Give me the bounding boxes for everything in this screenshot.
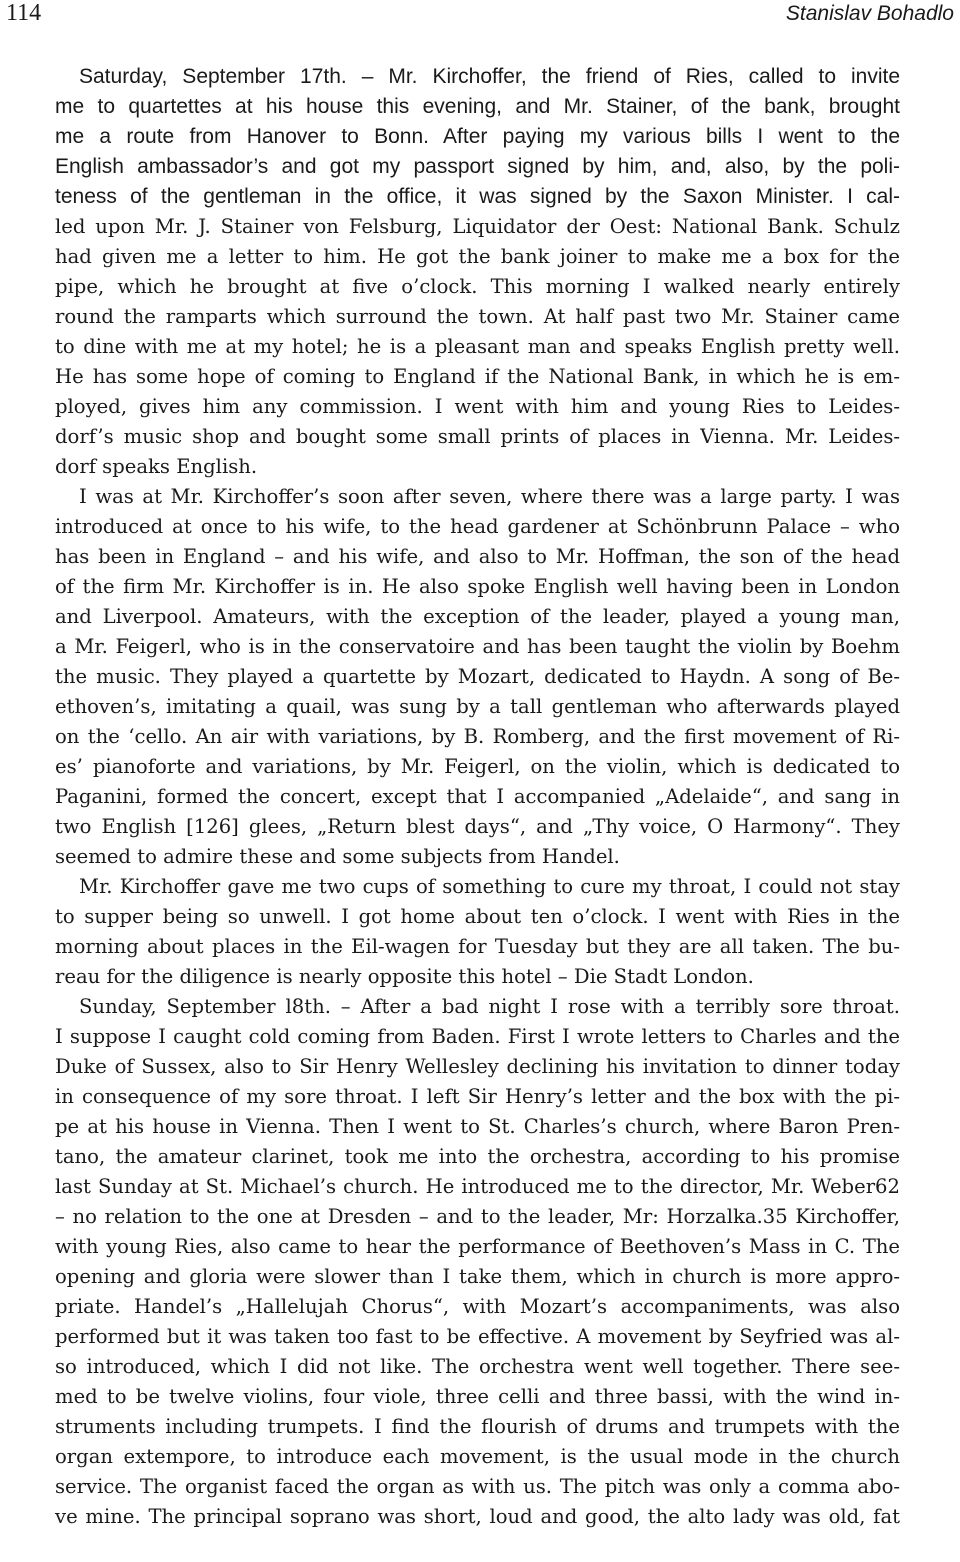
- text-line: performed but it was taken too fast to be effective. A movement by Seyfried was al-: [55, 1325, 900, 1348]
- text-line: Sunday, September l8th. – After a bad night I rose with a terribly sore throat.: [79, 995, 900, 1018]
- page-header: [0, 0, 960, 30]
- text-line: organ extempore, to introduce each movement, is the usual mode in the church: [55, 1445, 900, 1468]
- text-line: opening and gloria were slower than I take them, which in church is more appro-: [55, 1265, 900, 1288]
- text-line: me to quartettes at his house this evening, and Mr. Stainer, of the bank, brought: [55, 95, 900, 118]
- text-line: ployed, gives him any commission. I went with him and young Ries to Leides-: [55, 395, 900, 418]
- page-number: 114: [6, 0, 42, 26]
- text-line: English ambassador’s and got my passport signed by him, and, also, by the poli-: [55, 155, 900, 178]
- text-line: priate. Handel’s „Hallelujah Chorus“, with Mozart’s accompaniments, was also: [55, 1295, 900, 1318]
- text-line: es’ pianoforte and variations, by Mr. Feigerl, on the violin, which is dedicated to: [55, 755, 900, 778]
- running-head: Stanislav Bohadlo: [785, 2, 954, 25]
- text-line: Paganini, formed the concert, except that I accompanied „Adelaide“, and sang in: [55, 785, 900, 808]
- text-line: Mr. Kirchoffer gave me two cups of something to cure my throat, I could not stay: [79, 875, 900, 898]
- text-line: on the ‘cello. An air with variations, by B. Romberg, and the first movement of Ri-: [55, 725, 900, 748]
- text-line: Duke of Sussex, also to Sir Henry Wellesley declining his invitation to dinner today: [55, 1055, 900, 1078]
- text-line: dorf speaks English.: [55, 455, 258, 478]
- text-line: reau for the diligence is nearly opposite this hotel – Die Stadt London.: [55, 965, 754, 988]
- text-line: [55, 1532, 900, 1562]
- text-line: seemed to admire these and some subjects from Handel.: [55, 845, 620, 868]
- text-line: He has some hope of coming to England if the National Bank, in which he is em-: [55, 365, 900, 388]
- text-line: I suppose I caught cold coming from Baden. First I wrote letters to Charles and the: [55, 1025, 900, 1048]
- body-text: [55, 62, 900, 1562]
- text-line: and Liverpool. Amateurs, with the exception of the leader, played a young man,: [55, 605, 900, 628]
- text-line: med to be twelve violins, four viole, three celli and three bassi, with the wind in-: [55, 1385, 900, 1408]
- text-line: two English [126] glees, „Return blest days“, and „Thy voice, O Harmony“. They: [55, 815, 900, 838]
- text-line: ve mine. The principal soprano was short, loud and good, the alto lady was old, fat: [55, 1505, 900, 1528]
- text-line: me a route from Hanover to Bonn. After paying my various bills I went to the: [55, 125, 900, 148]
- text-line: struments including trumpets. I find the flourish of drums and trumpets with the: [55, 1415, 900, 1438]
- text-line: in consequence of my sore throat. I left Sir Henry’s letter and the box with the pi-: [55, 1085, 900, 1108]
- text-line: morning about places in the Eil-wagen for Tuesday but they are all taken. The bu-: [55, 935, 900, 958]
- text-line: with young Ries, also came to hear the performance of Beethoven’s Mass in C. The: [55, 1235, 900, 1258]
- text-line: introduced at once to his wife, to the head gardener at Schönbrunn Palace – who: [55, 515, 900, 538]
- text-line: led upon Mr. J. Stainer von Felsburg, Liquidator der Oest: National Bank. Schulz: [55, 215, 900, 238]
- text-line: last Sunday at St. Michael’s church. He introduced me to the director, Mr. Weber62: [55, 1175, 900, 1198]
- text-line: – no relation to the one at Dresden – and to the leader, Mr: Horzalka.35 Kirchoffer,: [55, 1205, 900, 1228]
- text-line: to dine with me at my hotel; he is a pleasant man and speaks English pretty well.: [55, 335, 900, 358]
- text-line: Saturday, September 17th. – Mr. Kirchoffer, the friend of Ries, called to invite: [79, 65, 900, 88]
- text-line: pipe, which he brought at five o’clock. This morning I walked nearly entirely: [55, 275, 900, 298]
- text-line: dorf’s music shop and bought some small prints of places in Vienna. Mr. Leides-: [55, 425, 900, 448]
- text-line: service. The organist faced the organ as with us. The pitch was only a comma abo-: [55, 1475, 900, 1498]
- text-line: to supper being so unwell. I got home about ten o’clock. I went with Ries in the: [55, 905, 900, 928]
- text-line: a Mr. Feigerl, who is in the conservatoire and has been taught the violin by Boehm: [55, 635, 900, 658]
- text-line: I was at Mr. Kirchoffer’s soon after seven, where there was a large party. I was: [79, 485, 900, 508]
- text-line: has been in England – and his wife, and also to Mr. Hoffman, the son of the head: [55, 545, 900, 568]
- text-line: ethoven’s, imitating a quail, was sung by a tall gentleman who afterwards played: [55, 695, 900, 718]
- text-line: pe at his house in Vienna. Then I went to St. Charles’s church, where Baron Pren-: [55, 1115, 900, 1138]
- text-line: had given me a letter to him. He got the bank joiner to make me a box for the: [55, 245, 900, 268]
- text-line: round the ramparts which surround the town. At half past two Mr. Stainer came: [55, 305, 900, 328]
- text-line: teness of the gentleman in the office, it was signed by the Saxon Minister. I cal-: [55, 185, 900, 208]
- text-line: so introduced, which I did not like. The orchestra went well together. There see-: [55, 1355, 900, 1378]
- text-line: the music. They played a quartette by Mozart, dedicated to Haydn. A song of Be-: [55, 665, 900, 688]
- text-line: of the firm Mr. Kirchoffer is in. He also spoke English well having been in London: [55, 575, 900, 598]
- text-line: tano, the amateur clarinet, took me into the orchestra, according to his promise: [55, 1145, 900, 1168]
